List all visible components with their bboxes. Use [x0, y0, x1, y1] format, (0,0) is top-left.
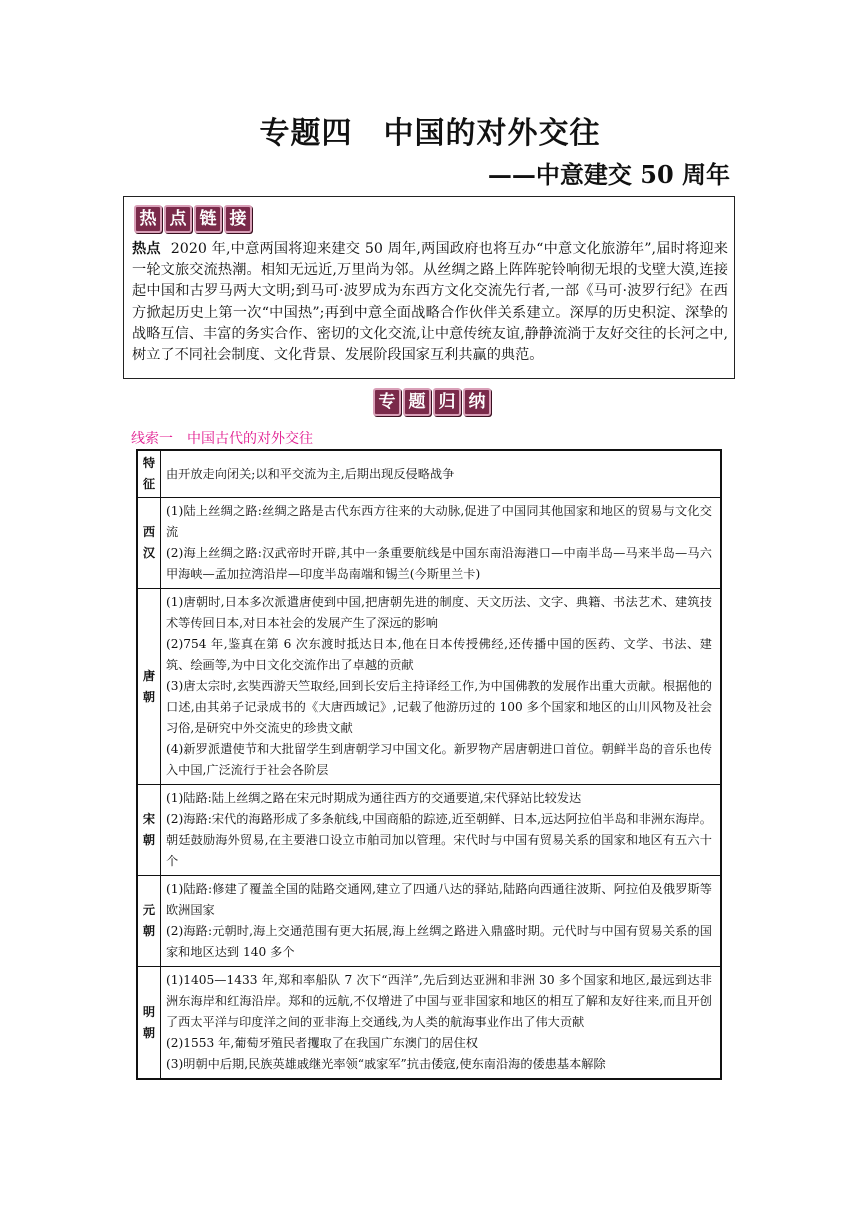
- era-cell: 元 朝: [137, 876, 161, 967]
- list-item: (1)陆路:陆上丝绸之路在宋元时期成为通往西方的交通要道,宋代驿站比较发达: [166, 791, 582, 805]
- tag-char: 归: [433, 388, 461, 416]
- table-row: [137, 450, 721, 498]
- tag-char: 链: [194, 205, 222, 233]
- tag-char: 热: [134, 205, 162, 233]
- list-item: (2)海路:元朝时,海上交通范围有更大拓展,海上丝绸之路进入鼎盛时期。元代时与中国有贸易关系的国家和地区达到 140 多个: [166, 924, 712, 959]
- list-item: (3)唐太宗时,玄奘西游天竺取经,回到长安后主持译经工作,为中国佛教的发展作出重大贡献。根据他的口述,由其弟子记录成书的《大唐西域记》,记载了他游历过的 100 多个国家和地区的山川风物及社会习俗,是研究中外交流史的珍贵文献: [166, 679, 712, 735]
- era-cell: 特 征: [137, 450, 161, 498]
- list-item: (1)1405—1433 年,郑和率船队 7 次下“西洋”,先后到达亚洲和非洲 30 多个国家和地区,最远到达非洲东海岸和红海沿岸。郑和的远航,不仅增进了中国与亚非国家和地区的相互了解和友好往来,而且开创了西太平洋与印度洋之间的亚非海上交通线,为人类的航海事业作出了伟大贡献: [166, 973, 712, 1029]
- content-cell: [161, 589, 722, 785]
- content-cell: [161, 967, 722, 1080]
- tag-char: 题: [403, 388, 431, 416]
- era-cell: 明 朝: [137, 967, 161, 1080]
- tag-char: 接: [224, 205, 252, 233]
- list-item: (2)1553 年,葡萄牙殖民者攫取了在我国广东澳门的居住权: [166, 1036, 478, 1050]
- summary-table: [136, 449, 722, 1080]
- page-subtitle: ——中意建交 50 周年: [487, 160, 730, 189]
- list-item: (2)海路:宋代的海路形成了多条航线,中国商船的踪迹,近至朝鲜、日本,远达阿拉伯半岛和非洲东海岸。朝廷鼓励海外贸易,在主要港口设立市舶司加以管理。宋代时与中国有贸易关系的国家和地区有五六十个: [166, 812, 712, 868]
- list-item: (1)陆上丝绸之路:丝绸之路是古代东西方往来的大动脉,促进了中国同其他国家和地区的贸易与文化交流: [166, 504, 712, 539]
- topic-summary-tag: [373, 388, 491, 416]
- hot-link-lead: 热点: [132, 241, 161, 257]
- era-cell: 宋 朝: [137, 785, 161, 876]
- list-item: (2)海上丝绸之路:汉武帝时开辟,其中一条重要航线是中国东南沿海港口—中南半岛—马来半岛—马六甲海峡—孟加拉湾沿岸—印度半岛南端和锡兰(今斯里兰卡): [166, 546, 712, 581]
- tag-char: 点: [164, 205, 192, 233]
- tag-char: 专: [373, 388, 401, 416]
- hot-link-tag: [134, 205, 252, 233]
- era-cell: 西 汉: [137, 498, 161, 589]
- content-cell: [161, 785, 722, 876]
- table-row: [137, 785, 721, 876]
- list-item: (2)754 年,鉴真在第 6 次东渡时抵达日本,他在日本传授佛经,还传播中国的医药、文学、书法、建筑、绘画等,为中日文化交流作出了卓越的贡献: [166, 637, 712, 672]
- table-row: [137, 876, 721, 967]
- page-title: 专题四 中国的对外交往: [259, 116, 601, 151]
- list-item: (4)新罗派遣使节和大批留学生到唐朝学习中国文化。新罗物产居唐朝进口首位。朝鲜半岛的音乐也传入中国,广泛流行于社会各阶层: [166, 742, 712, 777]
- list-item: (1)唐朝时,日本多次派遣唐使到中国,把唐朝先进的制度、天文历法、文字、典籍、书法艺术、建筑技术等传回日本,对日本社会的发展产生了深远的影响: [166, 595, 712, 630]
- hot-link-box: [123, 196, 735, 379]
- list-item: (1)陆路:修建了覆盖全国的陆路交通网,建立了四通八达的驿站,陆路向西通往波斯、阿拉伯及俄罗斯等欧洲国家: [166, 882, 712, 917]
- content-cell: [161, 498, 722, 589]
- clue-title: 线索一 中国古代的对外交往: [131, 431, 313, 447]
- hot-link-text: 2020 年,中意两国将迎来建交 50 周年,两国政府也将互办“中意文化旅游年”,届时将迎来一轮文旅交流热潮。相知无远近,万里尚为邻。从丝绸之路上阵阵驼铃响彻无垠的戈壁大漠,连接起中国和古罗马两大文明;到马可·波罗成为东西方文化交流先行者,一部《马可·波罗行纪》在西方掀起历史上第一次“中国热”;再到中意全面战略合作伙伴关系建立。深厚的历史积淀、深挚的战略互信、丰富的务实合作、密切的文化交流,让中意传统友谊,静静流淌于友好交往的长河之中,树立了不同社会制度、文化背景、发展阶段国家互利共赢的典范。: [132, 241, 728, 364]
- content-cell: [161, 876, 722, 967]
- list-item: (3)明朝中后期,民族英雄戚继光率领“戚家军”抗击倭寇,使东南沿海的倭患基本解除: [166, 1057, 606, 1071]
- table-row: [137, 967, 721, 1080]
- era-cell: 唐 朝: [137, 589, 161, 785]
- content-cell: [161, 450, 722, 498]
- list-item: 由开放走向闭关;以和平交流为主,后期出现反侵略战争: [166, 466, 455, 481]
- tag-char: 纳: [463, 388, 491, 416]
- table-row: [137, 589, 721, 785]
- table-row: [137, 498, 721, 589]
- hot-link-paragraph: [132, 239, 728, 366]
